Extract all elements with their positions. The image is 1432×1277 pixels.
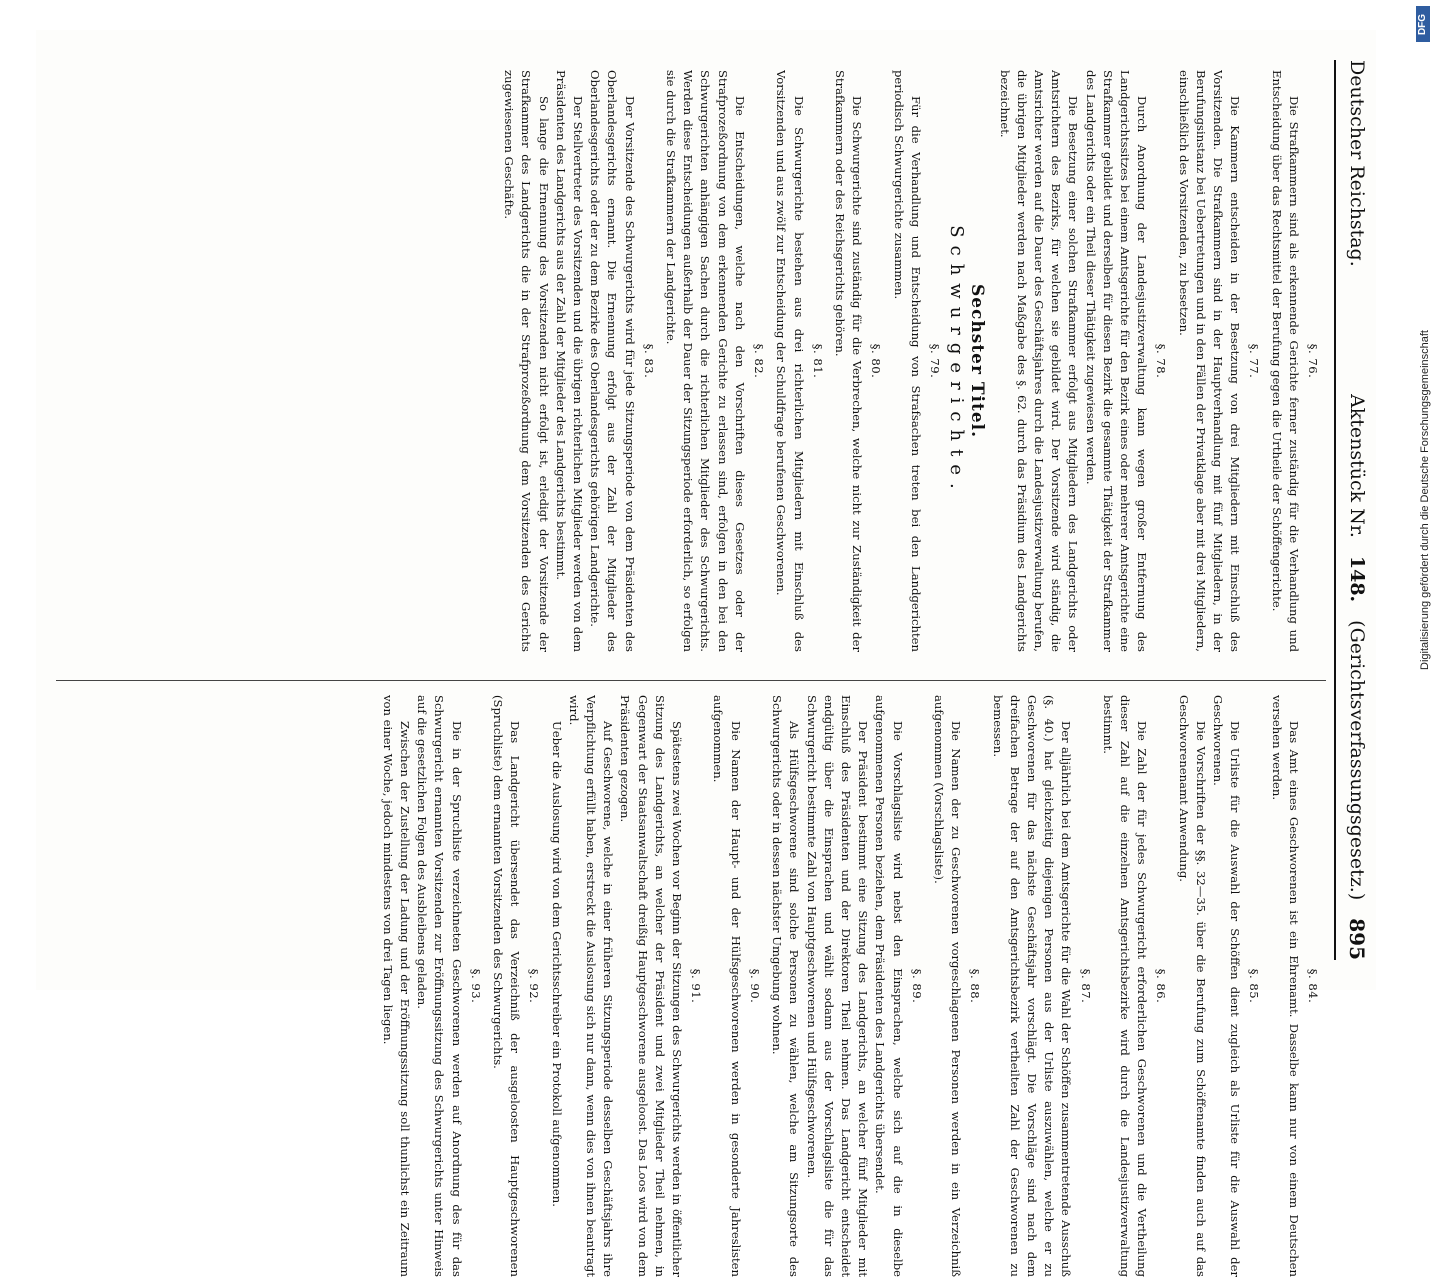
section-92-text: Das Landgericht übersendet das Verzeichniß der ausgeloosten Hauptgeschworenen (Spruchliste) dem ernannten Vorsitzenden des Schwurgerichts. [491, 695, 523, 1277]
title-block [946, 70, 988, 652]
section-86-text: Die Zahl der für jedes Schwurgericht erforderlichen Geschworenen und die Vertheilung dieser Zahl auf die einzelnen Amtsgerichtsbezirke wird durch die Landesjustizverwaltung bestimmt. [1100, 695, 1150, 1277]
section-83-text-2: Der Stellvertreter des Vorsitzenden und die übrigen richterlichen Mitglieder werden von dem Präsidenten des Landgerichts aus der Zahl der Mitglieder des Landgerichts bestimmt. [553, 70, 586, 652]
section-83-text-3: So lange die Ernennung des Vorsitzenden nicht erfolgt ist, erledigt der Vorsitzende der Strafkammer des Landgerichts die in der Strafprozeßordnung dem Vorsitzenden des Gerichts zugewiesenen Geschäfte. [502, 70, 551, 652]
section-93-text-2: Zwischen der Zustellung der Ladung und der Eröffnungssitzung soll thunlichst ein Zeitraum von einer Woche, jedoch mindestens von drei Tagen liegen. [380, 695, 413, 1277]
document-topic: (Gerichtsverfassungsgesetz.) [1346, 620, 1368, 901]
section-82-heading: §. 82. [752, 343, 767, 379]
section-79-text: Für die Verhandlung und Entscheidung von Strafsachen treten bei den Landgerichten periodisch Schwurgerichte zusammen. [891, 70, 923, 652]
section-90-heading: §. 90. [747, 968, 762, 1004]
section-88-heading: §. 88. [968, 968, 983, 1004]
scanned-page [36, 30, 1376, 1277]
section-83-text-1: Der Vorsitzende des Schwurgerichts wird für jede Sitzungsperiode von dem Präsidenten des Oberlandesgerichts ernannt. Die Ernennung erfolgt aus der Zahl der Mitglieder des Oberlandesgerichts oder der zu dem Bezirke des Oberlandesgerichts gehörigen Landgerichte. [588, 70, 637, 652]
section-84-text: Das Amt eines Geschworenen ist ein Ehrenamt. Dasselbe kann nur von einem Deutschen versehen werden. [1269, 695, 1301, 1277]
section-81-text: Die Schwurgerichte bestehen aus drei richterlichen Mitgliedern mit Einschluß des Vorsitzenden und aus zwölf zur Entscheidung der Schuldfrage berufenen Geschworenen. [774, 70, 806, 652]
section-76-heading: §. 76. [1306, 343, 1320, 379]
dfg-logo-text: DFG [1417, 13, 1429, 35]
section-84-heading: §. 84. [1306, 968, 1320, 1004]
section-77-text: Die Kammern entscheiden in der Besetzung von drei Mitgliedern mit Einschluß des Vorsitzenden. Die Strafkammern sind in der Hauptverhandlung mit fünf Mitgliedern, in der Berufungsinstanz bei Uebertretungen und in den Fällen der Privatklage aber mit drei Mitgliedern, einschließlich des Vorsitzenden, zu besetzen. [1176, 70, 1243, 652]
section-79-heading: §. 79. [927, 343, 942, 379]
section-91-text-1: Spätestens zwei Wochen vor Beginn der Sitzungen des Schwurgerichts werden in öffentlicher Sitzung des Landgerichts, an welcher der Präsident und zwei Mitglieder Theil nehmen, in Gegenwart der Staatsanwaltschaft dreißig Hauptgeschworene ausgeloost. Das Loos wird von dem Präsidenten gezogen. [618, 695, 685, 1277]
journal-title: Deutscher Reichstag. [1346, 60, 1368, 267]
section-91-heading: §. 91. [689, 968, 704, 1004]
section-91-text-2: Auf Geschworene, welche in einer früheren Sitzungsperiode desselben Geschäftsjahrs ihre Verpflichtung erfüllt haben, erstreckt die Auslosung sich nur dann, wenn dies von ihnen beantragt wird. [566, 695, 616, 1277]
page-number: 895 [1345, 918, 1369, 960]
column-divider [56, 680, 1326, 681]
section-80-text: Die Schwurgerichte sind zuständig für die Verbrechen, welche nicht zur Zuständigkeit der Strafkammern oder des Reichsgerichts gehören. [832, 70, 865, 652]
section-86-heading: §. 86. [1154, 968, 1169, 1004]
section-89-text-3: Als Hülfsgeschworene sind solche Personen zu wählen, welche am Sitzungsorte des Schwurgerichts oder in dessen nächster Umgebung wohnen. [770, 695, 802, 1277]
section-93-text-1: Die in der Spruchliste verzeichneten Geschworenen werden auf Anordnung des für das Schwurgericht ernannten Vorsitzenden zur Eröffnungssitzung des Schwurgerichts unter Hinweis auf die gesetzlichen Folgen des Ausbleibens geladen. [415, 695, 464, 1277]
section-85-text-1: Die Urliste für die Auswahl der Schöffen dient zugleich als Urliste für die Auswahl der Geschworenen. [1210, 695, 1243, 1277]
title-heading: Sechster Titel. [967, 283, 988, 439]
title-subheading: Schwurgerichte. [946, 225, 968, 497]
section-77-heading: §. 77. [1247, 343, 1262, 379]
section-88-text: Die Namen der zu Geschworenen vorgeschlagenen Personen werden in ein Verzeichniß aufgenommen (Vorschlagsliste). [931, 695, 964, 1277]
section-78-heading: §. 78. [1154, 343, 1169, 379]
section-87-text: Der alljährlich bei dem Amtsgerichte für die Wahl der Schöffen zusammentretende Ausschuß (§. 40.) hat gleichzeitig diejenigen Personen aus der Urliste auszuwählen, welche er zu Geschworenen für das nächste Geschäftsjahr vorschlägt. Die Vorschläge sind nach dem dreifachen Betrage der auf den Amtsgerichtsbezirk vertheilten Zahl der Geschworenen zu bemessen. [990, 695, 1074, 1277]
right-column [46, 695, 1326, 1277]
section-89-text-2: Der Präsident bestimmt eine Sitzung des Landgerichts, an welcher fünf Mitglieder mit Einschluß des Präsidenten und der Direktoren Theil nehmen. Das Landgericht entscheidet endgültig über die Einsprachen und wählt sodann aus der Vorschlagsliste die für das Schwurgericht bestimmte Zahl von Hauptgeschworenen und Hülfsgeschworenen. [804, 695, 871, 1277]
funding-note-text: Digitalisierung gefördert durch die Deutsche Forschungsgemeinschaft [1419, 330, 1431, 670]
funding-note [1418, 0, 1432, 1000]
section-label: Aktenstück Nr. [1346, 394, 1368, 538]
left-column [46, 70, 1326, 652]
document-number: 148. [1346, 555, 1368, 603]
section-90-text: Die Namen der Haupt- und der Hülfsgeschworenen werden in gesonderte Jahreslisten aufgenommen. [711, 695, 743, 1277]
section-80-heading: §. 80. [869, 343, 884, 379]
section-89-heading: §. 89. [909, 968, 924, 1004]
section-83-heading: §. 83. [641, 343, 656, 379]
section-78-text-1: Durch Anordnung der Landesjustizverwaltung kann wegen großer Entfernung des Landgerichtssitzes bei einem Amtsgerichte für den Bezirk eines oder mehrerer Amtsgerichte eine Strafkammer gebildet und derselben für diesen Bezirk die gesammte Thätigkeit der Strafkammer des Landgerichts oder ein Theil dieser Thätigkeit zugewiesen werden. [1083, 70, 1150, 652]
section-92-heading: §. 92. [527, 968, 542, 1004]
section-76-text: Die Strafkammern sind als erkennende Gerichte ferner zuständig für die Verhandlung und Entscheidung über das Rechtsmittel der Berufung gegen die Urtheile der Schöffengerichte. [1269, 70, 1301, 652]
header-rule [1334, 60, 1336, 960]
section-82-text: Die Entscheidungen, welche nach den Vorschriften dieses Gesetzes oder der Strafprozeßordnung von dem erkennenden Gerichte zu erlassen sind, erfolgen in den bei den Schwurgerichten anhängigen Sachen durch die richterlichen Mitglieder des Schwurgerichts. Werden diese Entscheidungen außerhalb der Dauer der Sitzungsperiode erforderlich, so erfolgen sie durch die Strafkammern der Landgerichte. [664, 70, 747, 652]
page-header [1338, 60, 1376, 960]
section-91-text-3: Ueber die Auslosung wird von dem Gerichtsschreiber ein Protokoll aufgenommen. [549, 721, 564, 1207]
section-85-heading: §. 85. [1247, 968, 1262, 1004]
section-87-heading: §. 87. [1078, 968, 1093, 1004]
section-93-heading: §. 93. [468, 968, 483, 1004]
section-85-text-2: Die Vorschriften der §§. 32—35. über die Berufung zum Schöffenamte finden auch auf das Geschworenenamt Anwendung. [1176, 695, 1208, 1277]
section-89-text-1: Die Vorschlagsliste wird nebst den Einsprachen, welche sich auf die in dieselbe aufgenommenen Personen beziehen, dem Präsidenten des Landgerichts übersendet. [873, 695, 905, 1277]
section-78-text-2: Die Besetzung einer solchen Strafkammer erfolgt aus Mitgliedern des Landgerichts oder Amtsrichtern des Bezirks, für welchen sie gebildet wird. Der Vorsitzende wird ständig, die Amtsrichter werden auf die Dauer des Geschäftsjahres durch die Landesjustizverwaltung berufen, die übrigen Mitglieder werden nach Maßgabe des §. 62. durch das Präsidium des Landgerichts bezeichnet. [997, 70, 1081, 652]
section-81-heading: §. 81. [810, 343, 825, 379]
